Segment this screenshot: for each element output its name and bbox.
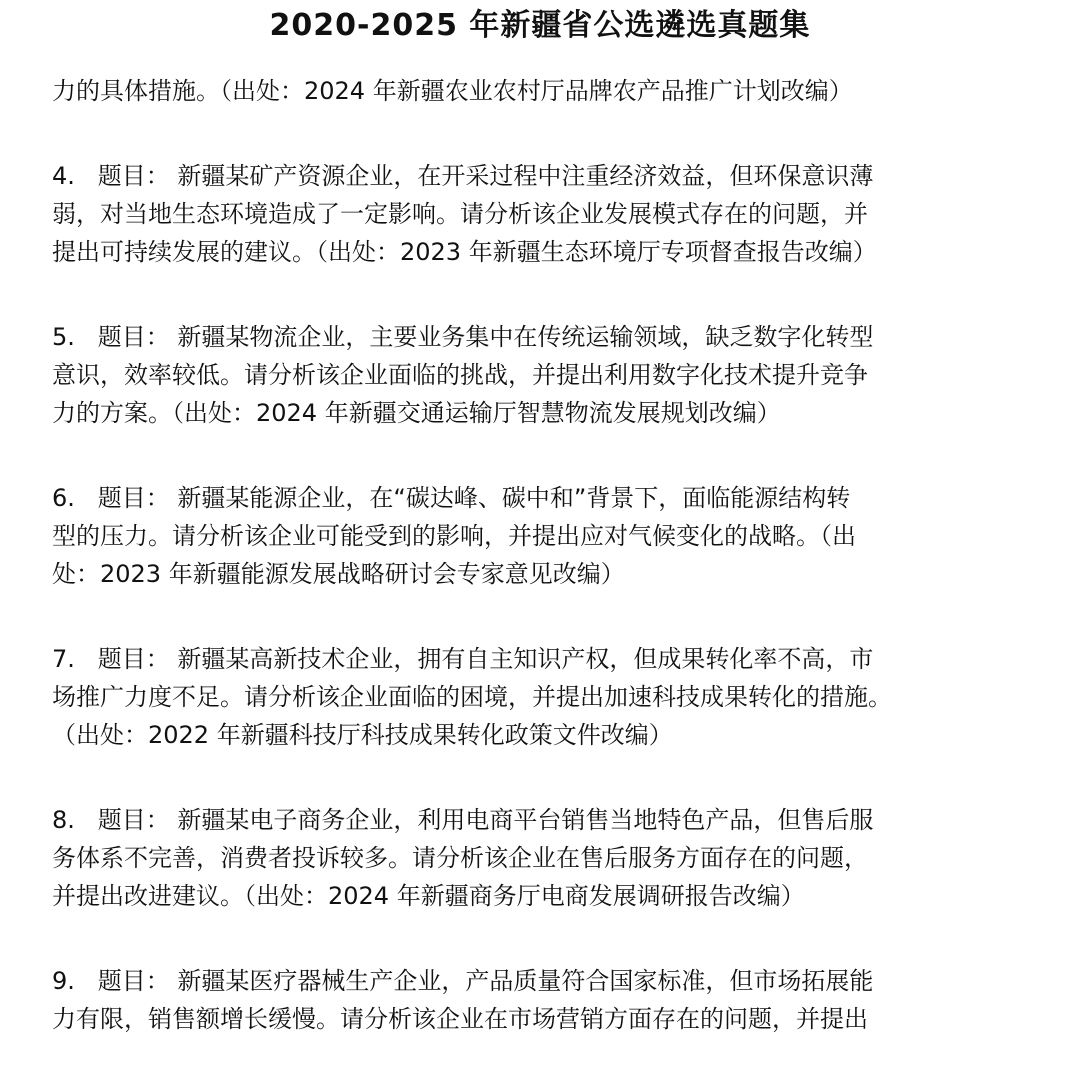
text-line: 6. 题目： 新疆某能源企业，在“碳达峰、碳中和”背景下，面临能源结构转 [52,484,851,512]
text-line: 并提出改进建议。（出处：2024 年新疆商务厅电商发展调研报告改编） [52,882,805,910]
text-line: 力有限，销售额增长缓慢。请分析该企业在市场营销方面存在的问题，并提出 [52,1005,868,1033]
text-line: 务体系不完善，消费者投诉较多。请分析该企业在售后服务方面存在的问题， [52,844,868,872]
text-line: 力的具体措施。（出处：2024 年新疆农业农村厅品牌农产品推广计划改编） [52,77,853,105]
question-4 [52,157,1062,271]
text-line: 弱，对当地生态环境造成了一定影响。请分析该企业发展模式存在的问题，并 [52,200,868,228]
paragraph-3-tail [52,72,1062,110]
text-line: 力的方案。（出处：2024 年新疆交通运输厅智慧物流发展规划改编） [52,399,781,427]
text-line: （出处：2022 年新疆科技厅科技成果转化政策文件改编） [52,721,673,749]
text-line: 场推广力度不足。请分析该企业面临的困境，并提出加速科技成果转化的措施。 [52,683,892,711]
question-6 [52,479,1062,593]
text-line: 9. 题目： 新疆某医疗器械生产企业，产品质量符合国家标准，但市场拓展能 [52,967,874,995]
text-line: 意识，效率较低。请分析该企业面临的挑战，并提出利用数字化技术提升竞争 [52,361,868,389]
text-line: 7. 题目： 新疆某高新技术企业，拥有自主知识产权，但成果转化率不高，市 [52,645,874,673]
text-line: 处：2023 年新疆能源发展战略研讨会专家意见改编） [52,560,625,588]
question-9 [52,962,1062,1038]
text-line: 8. 题目： 新疆某电子商务企业，利用电商平台销售当地特色产品，但售后服 [52,806,874,834]
question-5 [52,318,1062,432]
question-7 [52,640,1062,754]
question-8 [52,801,1062,915]
text-line: 5. 题目： 新疆某物流企业，主要业务集中在传统运输领域，缺乏数字化转型 [52,323,874,351]
text-line: 型的压力。请分析该企业可能受到的影响，并提出应对气候变化的战略。（出 [52,522,856,550]
text-line: 提出可持续发展的建议。（出处：2023 年新疆生态环境厅专项督查报告改编） [52,238,877,266]
page-title: 2020-2025 年新疆省公选遴选真题集 [269,8,811,43]
document-body [52,72,1062,1038]
text-line: 4. 题目： 新疆某矿产资源企业，在开采过程中注重经济效益，但环保意识薄 [52,162,874,190]
